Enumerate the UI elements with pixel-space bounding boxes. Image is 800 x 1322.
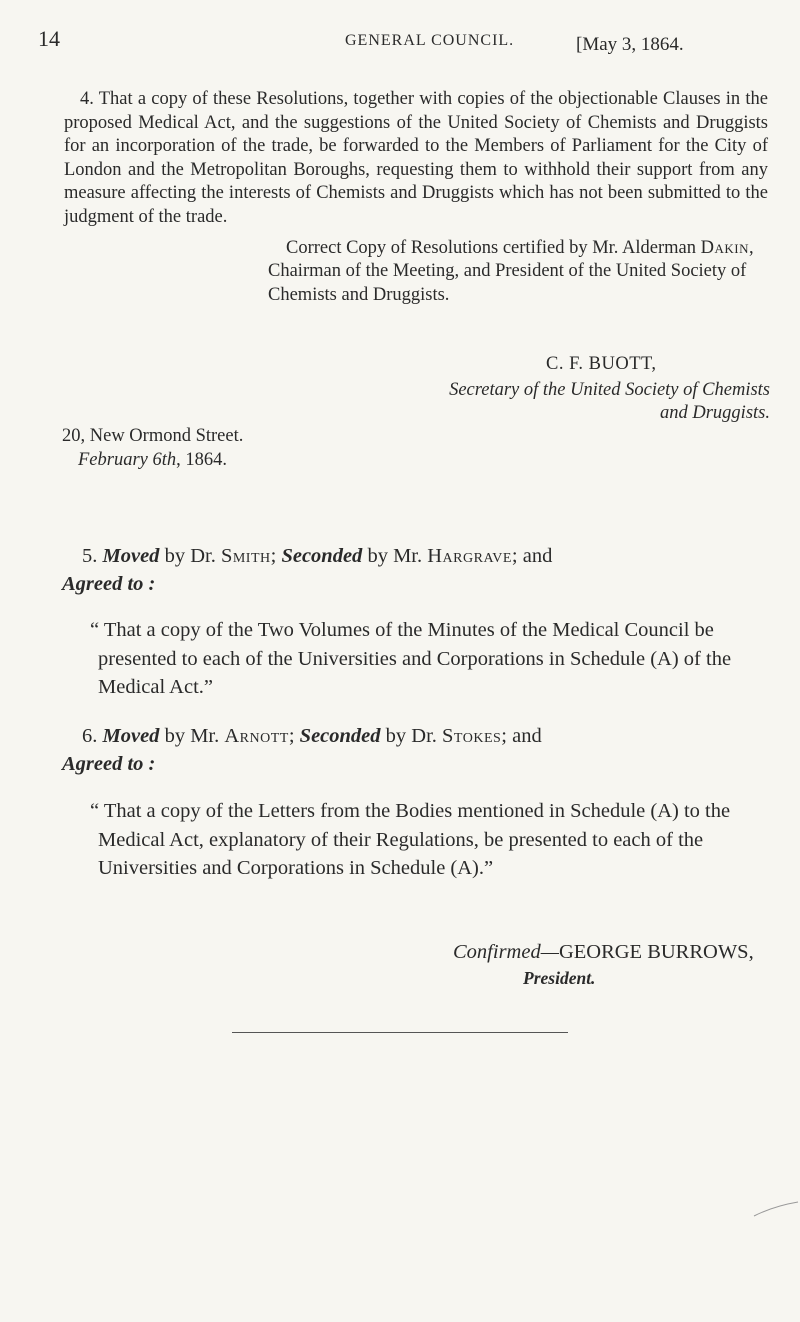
certification-rest: Chairman of the Meeting, and President of the United Society of Chemists and Druggists. — [268, 261, 747, 305]
by-text: by Mr. — [164, 725, 220, 747]
seconded-label: Seconded — [281, 545, 363, 567]
mover-name: Arnott — [224, 725, 289, 747]
motion-number: 6. — [82, 725, 98, 747]
and-text: ; and — [501, 725, 542, 747]
president-title: President. — [523, 968, 596, 988]
resolution-5-motion — [62, 542, 768, 598]
running-head: GENERAL COUNCIL. — [345, 32, 515, 49]
confirmed-label: Confirmed— — [453, 941, 559, 963]
seconder-name: Stokes — [442, 725, 502, 747]
certification-lead: Correct Copy of Resolutions certified by Mr. Alderman — [286, 238, 697, 258]
resolution-4-paragraph: 4. That a copy of these Resolutions, together with copies of the objectionable Clauses in the proposed Medical Act, and the suggestions of the United Society of Chemists and Druggists for an incorporation of the trade, be forwarded to the Members of Parliament for the City of London and the Metropolitan Boroughs, requesting them to withhold their support from any measure affecting the interests of Chemists and Druggists which has not been submitted to the judgment of the trade. — [64, 89, 768, 227]
seconded-label: Seconded — [299, 725, 381, 747]
section-divider — [232, 1032, 568, 1033]
mover-name: Smith — [220, 545, 271, 567]
agreed-label: Agreed to : — [62, 753, 156, 775]
seconder-name: Hargrave — [427, 545, 512, 567]
separator: ; — [288, 725, 295, 747]
by-text: by Dr. — [164, 545, 216, 567]
secretary-name: C. F. BUOTT, — [546, 354, 657, 374]
by-text: by Dr. — [385, 725, 437, 747]
date-year: , 1864. — [176, 450, 228, 470]
and-text: ; and — [511, 545, 553, 567]
chairman-name: Dakin, — [700, 238, 755, 258]
resolution-6-motion — [62, 722, 768, 778]
by-text: by Mr. — [367, 545, 423, 567]
page-number: 14 — [38, 26, 60, 51]
confirmer-name: GEORGE BURROWS, — [558, 941, 754, 963]
date-line — [78, 450, 227, 471]
certification-statement — [268, 237, 768, 307]
separator: ; — [270, 545, 277, 567]
issue-date: [May 3, 1864. — [576, 34, 684, 55]
date-day: 6th — [152, 450, 177, 470]
resolution-6-quote: “ That a copy of the Letters from the Bodies mentioned in Schedule (A) to the Medical Act, explanatory of their Regulations, be presented to each of the Universities and Corporations in Schedule (A).” — [90, 800, 731, 880]
secretary-title: Secretary of the United Society of Chemists and Druggists. — [449, 380, 770, 423]
moved-label: Moved — [102, 545, 160, 567]
agreed-label: Agreed to : — [62, 573, 156, 595]
motion-number: 5. — [82, 545, 98, 567]
confirmation-line — [453, 941, 754, 964]
page-edge-mark — [752, 1200, 800, 1220]
date-month: February — [78, 450, 148, 470]
address-line: 20, New Ormond Street. — [62, 426, 244, 446]
moved-label: Moved — [102, 725, 160, 747]
resolution-5-quote: “ That a copy of the Two Volumes of the Minutes of the Medical Council be presented to each of the Universities and Corporations in Schedule (A) of the Medical Act.” — [90, 619, 732, 699]
